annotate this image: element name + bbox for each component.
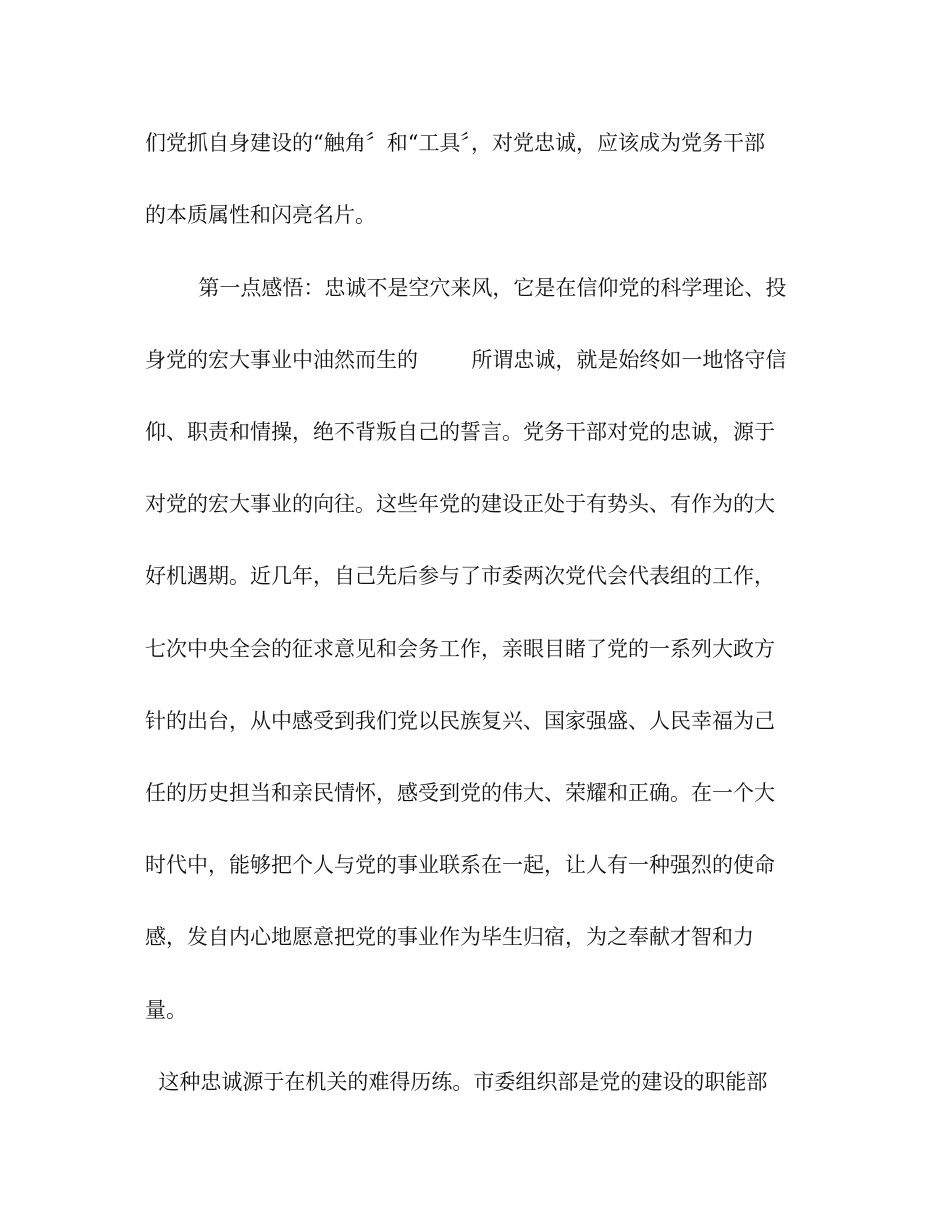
text-line: 第一点感悟：忠诚不是空穴来风，它是在信仰党的科学理论、投 xyxy=(145,276,787,300)
text-line: 的本质属性和闪亮名片。 xyxy=(145,203,376,227)
text-line: 仰、职责和情操，绝不背叛自己的誓言。党务干部对党的忠诚，源于 xyxy=(145,420,775,444)
text-line: 任的历史担当和亲民情怀，感受到党的伟大、荣耀和正确。在一个大 xyxy=(145,781,775,805)
text-line: 针的出台，从中感受到我们党以民族复兴、国家强盛、人民幸福为己 xyxy=(145,709,775,733)
text-line: 好机遇期。近几年，自己先后参与了市委两次党代会代表组的工作， xyxy=(145,564,775,588)
text-line: 对党的宏大事业的向往。这些年党的建设正处于有势头、有作为的大 xyxy=(145,492,775,516)
text-line: 时代中，能够把个人与党的事业联系在一起，让人有一种强烈的使命 xyxy=(145,853,775,877)
text-line: 们党抓自身建设的“触角〞和“工具〞，对党忠诚，应该成为党务干部 xyxy=(145,131,765,155)
text-line: 量。 xyxy=(145,998,187,1022)
text-line: 这种忠诚源于在机关的难得历练。市委组织部是党的建设的职能部 xyxy=(145,1070,768,1094)
text-line: 身党的宏大事业中油然而生的 所谓忠诚，就是始终如一地恪守信 xyxy=(145,348,787,372)
text-line: 七次中央全会的征求意见和会务工作，亲眼目睹了党的一系列大政方 xyxy=(145,637,775,661)
text-line: 感，发自内心地愿意把党的事业作为毕生归宿，为之奉献才智和力 xyxy=(145,925,754,949)
